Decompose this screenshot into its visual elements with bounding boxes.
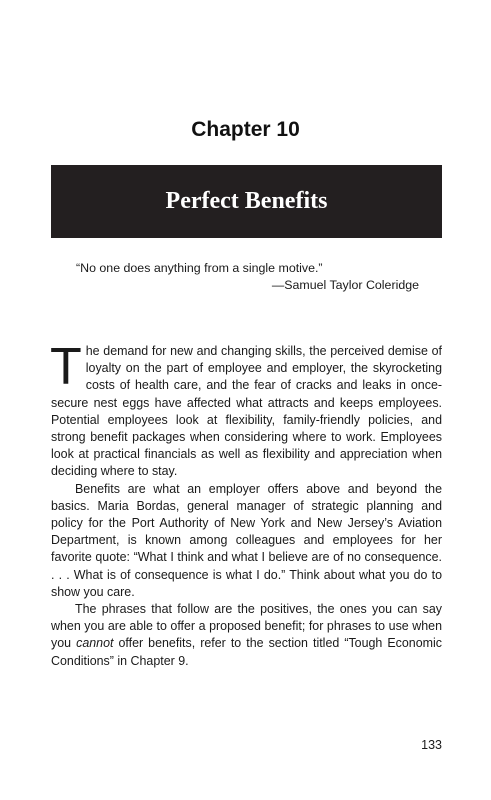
- chapter-title-banner: [51, 165, 442, 238]
- drop-cap: T: [50, 338, 82, 396]
- page-number: 133: [421, 738, 442, 752]
- body-text: [50, 338, 442, 670]
- paragraph-3-text-before: The phrases that follow are the positives, the ones you can say when you are able to offer a proposed benefit; for phrases to use when you: [51, 602, 442, 651]
- chapter-label: Chapter 10: [191, 118, 300, 141]
- epigraph: [76, 260, 419, 294]
- paragraph-1: [50, 338, 442, 481]
- epigraph-quote: “No one does anything from a single motive.”: [76, 261, 323, 275]
- paragraph-3-emphasis: cannot: [76, 636, 114, 651]
- chapter-title: Perfect Benefits: [165, 188, 328, 214]
- epigraph-attribution: —Samuel Taylor Coleridge: [271, 278, 419, 292]
- paragraph-3: [51, 601, 442, 670]
- paragraph-1-text: he demand for new and changing skills, the perceived demise of loyalty on the part of employee and employer, the skyrocketing costs of health care, and the fear of cracks and leaks in once-secure nest eggs have affected what attracts and keeps employees. Potential employees look at flexibility, family-friendly policies, and strong benefit packages when considering where to work. Employees look at practical financials as well as flexibility and appreciation when deciding where to stay.: [51, 344, 442, 479]
- paragraph-3-text-after: offer benefits, refer to the section titled “Tough Economic Conditions” in Chapter 9.: [51, 636, 442, 668]
- paragraph-2: Benefits are what an employer offers above and beyond the basics. Maria Bordas, general manager of strategic planning and policy for the Port Authority of New York and New Jersey’s Aviation Department, is known among colleagues and employees for her favorite quote: “What I think and what I believe are of no consequence. . . . What is of consequence is what I do.” Think about what you do to show you care.: [51, 481, 442, 599]
